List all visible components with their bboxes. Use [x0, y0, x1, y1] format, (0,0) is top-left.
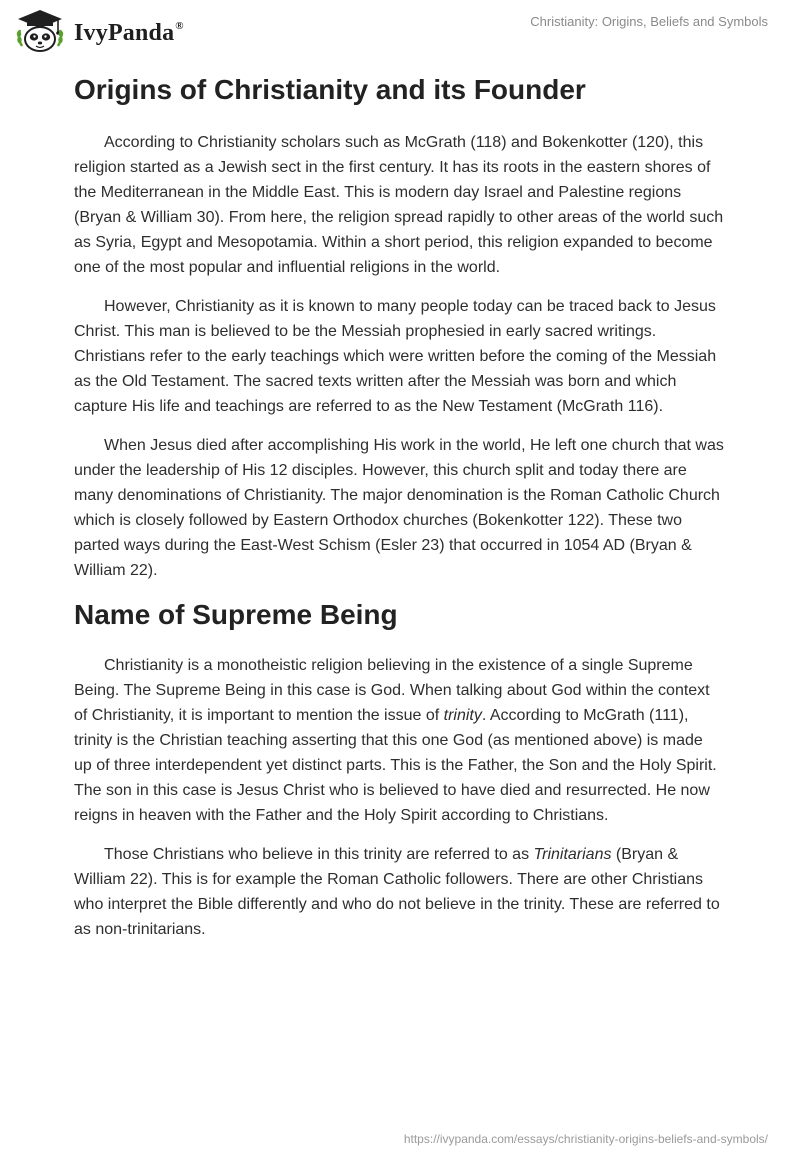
paragraph: However, Christianity as it is known to many people today can be traced back to Jesus Christ. This man is believed to be the Messiah prophesied in early sacred writings. Christians refer to the early teachings which were written before the coming of the Messiah as the Old Testament. The sacred texts written after the Messiah was born and which capture His life and teachings are referred to as the New Testament (McGrath 116). — [74, 298, 717, 415]
ivypanda-logo[interactable] — [14, 8, 184, 54]
registered-mark: ® — [175, 19, 184, 32]
panda-graduate-icon — [14, 8, 66, 54]
section-heading-origins: Origins of Christianity and its Founder — [74, 74, 586, 105]
emphasis-trinity: trinity — [443, 707, 482, 724]
paragraph-text: Christianity is a monotheistic religion believing in the existence of a single Supreme Being. The Supreme Being in this case is God. When talking about God within the context of Christianity, it is important to mention the issue of — [74, 657, 710, 724]
paragraph — [74, 653, 724, 828]
paragraph-text: (Bryan & William 22). This is for example the Roman Catholic followers. There are other Christians who interpret the Bible differently and who do not believe in the trinity. These are referred to as non-trinitarians. — [74, 846, 720, 938]
site-header — [0, 0, 800, 64]
paragraph: According to Christianity scholars such as McGrath (118) and Bokenkotter (120), this religion started as a Jewish sect in the first century. It has its roots in the eastern shores of the Mediterranean in the Middle East. This is modern day Israel and Palestine regions (Bryan & William 30). From here, the religion spread rapidly to other areas of the world such as Syria, Egypt and Mesopotamia. Within a short period, this religion expanded to become one of the most popular and influential religions in the world. — [74, 134, 724, 276]
brand-name — [74, 20, 184, 47]
essay-body — [74, 72, 724, 956]
section-heading-supreme-being: Name of Supreme Being — [74, 599, 398, 630]
paragraph — [74, 842, 724, 942]
paragraph-text: Those Christians who believe in this trinity are referred to as — [104, 846, 534, 863]
paragraph: When Jesus died after accomplishing His work in the world, He left one church that was under the leadership of His 12 disciples. However, this church split and today there are many denominations of Christianity. The major denomination is the Roman Catholic Church which is closely followed by Eastern Orthodox churches (Bokenkotter 122). These two parted ways during the East-West Schism (Esler 23) that occurred in 1054 AD (Bryan & William 22). — [74, 437, 724, 579]
paragraph-text: . According to McGrath (111), trinity is the Christian teaching asserting that this one God (as mentioned above) is made up of three interdependent yet distinct parts. This is the Father, the Son and the Holy Spirit. The son in this case is Jesus Christ who is believed to have died and resurrected. He now reigns in heaven with the Father and the Holy Spirit according to Christians. — [74, 707, 717, 824]
document-title: Christianity: Origins, Beliefs and Symbols — [530, 14, 768, 29]
source-url-link[interactable]: https://ivypanda.com/essays/christianity-origins-beliefs-and-symbols/ — [403, 1132, 768, 1146]
brand-name-text: IvyPanda — [74, 19, 175, 46]
emphasis-trinitarians: Trinitarians — [533, 846, 612, 863]
